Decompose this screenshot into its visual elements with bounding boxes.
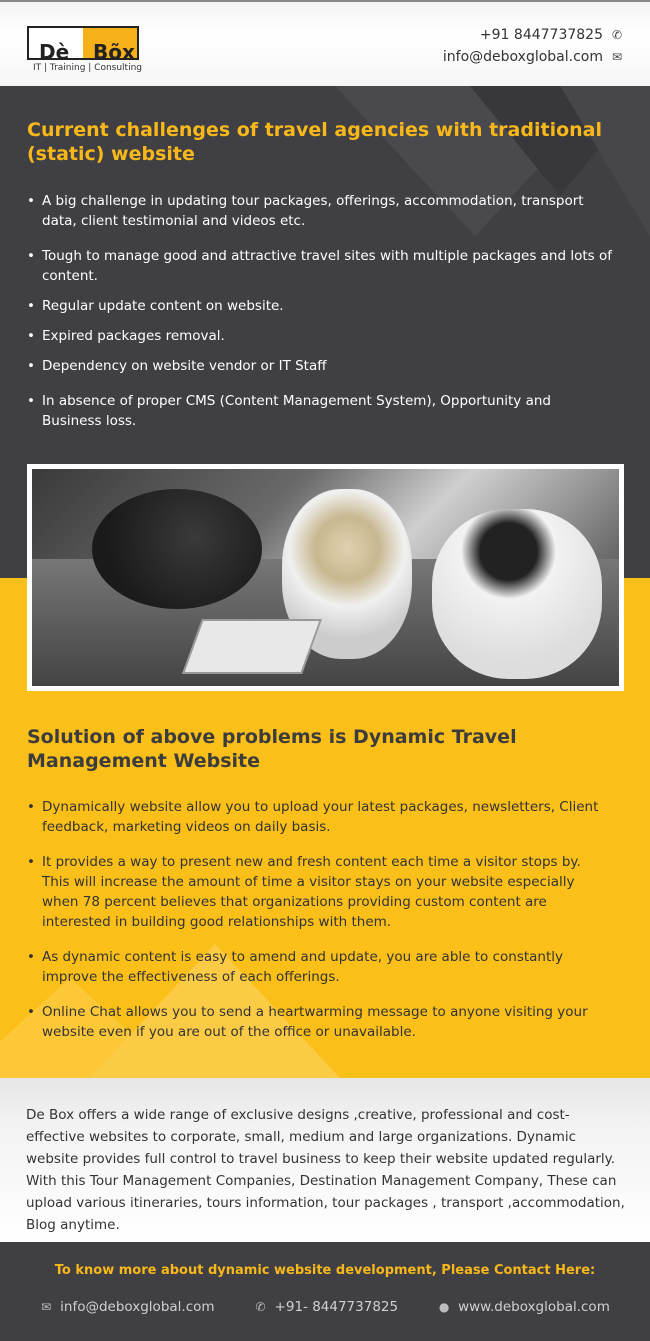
logo-tagline: IT | Training | Consulting xyxy=(33,63,143,73)
phone-icon: ✆ xyxy=(611,28,623,42)
debox-logo[interactable] xyxy=(27,14,143,74)
footer-phone[interactable]: +91- 8447737825 xyxy=(274,1299,399,1315)
list-item: • In absence of proper CMS (Content Management System), Opportunity and Business loss. xyxy=(27,391,612,431)
header xyxy=(0,0,650,86)
envelope-icon: ✉ xyxy=(41,1300,52,1314)
logo-name-right: Bõx xyxy=(93,40,135,64)
list-item: • It provides a way to present new and fresh content each time a visitor stops by. This will increase the amount of time a visitor stays on your website especially when 78 percent believes that organizations providing custom content are interested in building good relationships with them. xyxy=(27,852,612,932)
challenges-list xyxy=(27,191,612,431)
logo-mark xyxy=(27,26,139,64)
challenges-title: Current challenges of travel agencies with traditional (static) website xyxy=(27,119,602,165)
list-item: • Expired packages removal. xyxy=(27,326,612,346)
team-photo-frame xyxy=(27,464,624,691)
solution-list xyxy=(27,797,612,1042)
list-item: • A big challenge in updating tour packages, offerings, accommodation, transport data, client testimonial and videos etc. xyxy=(27,191,612,231)
footer-website-item[interactable] xyxy=(438,1299,610,1315)
list-item: • Dependency on website vendor or IT Staff xyxy=(27,356,612,376)
photo-laptop xyxy=(182,619,322,674)
phone-icon: ✆ xyxy=(255,1300,266,1314)
logo-name-left: Dè xyxy=(39,40,70,64)
list-item: • Regular update content on website. xyxy=(27,296,612,316)
list-item: • Tough to manage good and attractive travel sites with multiple packages and lots of content. xyxy=(27,246,612,286)
footer xyxy=(0,1242,650,1341)
list-item: • Online Chat allows you to send a heartwarming message to anyone visiting your website even if you are out of the office or unavailable. xyxy=(27,1002,612,1042)
footer-phone-item[interactable] xyxy=(255,1299,399,1315)
header-email-row xyxy=(443,46,623,68)
list-item: • As dynamic content is easy to amend and update, you are able to constantly improve the effectiveness of each offerings. xyxy=(27,947,612,987)
header-phone[interactable]: +91 8447737825 xyxy=(479,27,603,43)
team-photo xyxy=(32,469,619,686)
intro-text: De Box offers a wide range of exclusive designs ,creative, professional and cost-effective websites to corporate, small, medium and large organizations. Dynamic website provides full control to travel business to keep their website updated regularly. With this Tour Management Companies, Destination Management Company, These can upload various itineraries, tours information, tour packages , transport ,accommodation, Blog anytime. xyxy=(26,1107,625,1233)
header-email[interactable]: info@deboxglobal.com xyxy=(442,49,603,65)
globe-icon: ● xyxy=(438,1300,450,1314)
footer-title: To know more about dynamic website development, Please Contact Here: xyxy=(54,1263,596,1278)
list-item: • Dynamically website allow you to upload your latest packages, newsletters, Client feedback, marketing videos on daily basis. xyxy=(27,797,612,837)
header-contact xyxy=(443,24,623,68)
photo-person xyxy=(432,509,602,679)
footer-email[interactable]: info@deboxglobal.com xyxy=(60,1299,215,1315)
footer-email-item[interactable] xyxy=(40,1299,214,1315)
header-phone-row xyxy=(443,24,623,46)
footer-website[interactable]: www.deboxglobal.com xyxy=(458,1299,610,1315)
envelope-icon: ✉ xyxy=(611,50,623,64)
footer-contacts xyxy=(0,1299,650,1315)
solution-title: Solution of above problems is Dynamic Travel Management Website xyxy=(27,726,517,772)
photo-person xyxy=(92,489,262,609)
intro-section xyxy=(0,1078,650,1242)
